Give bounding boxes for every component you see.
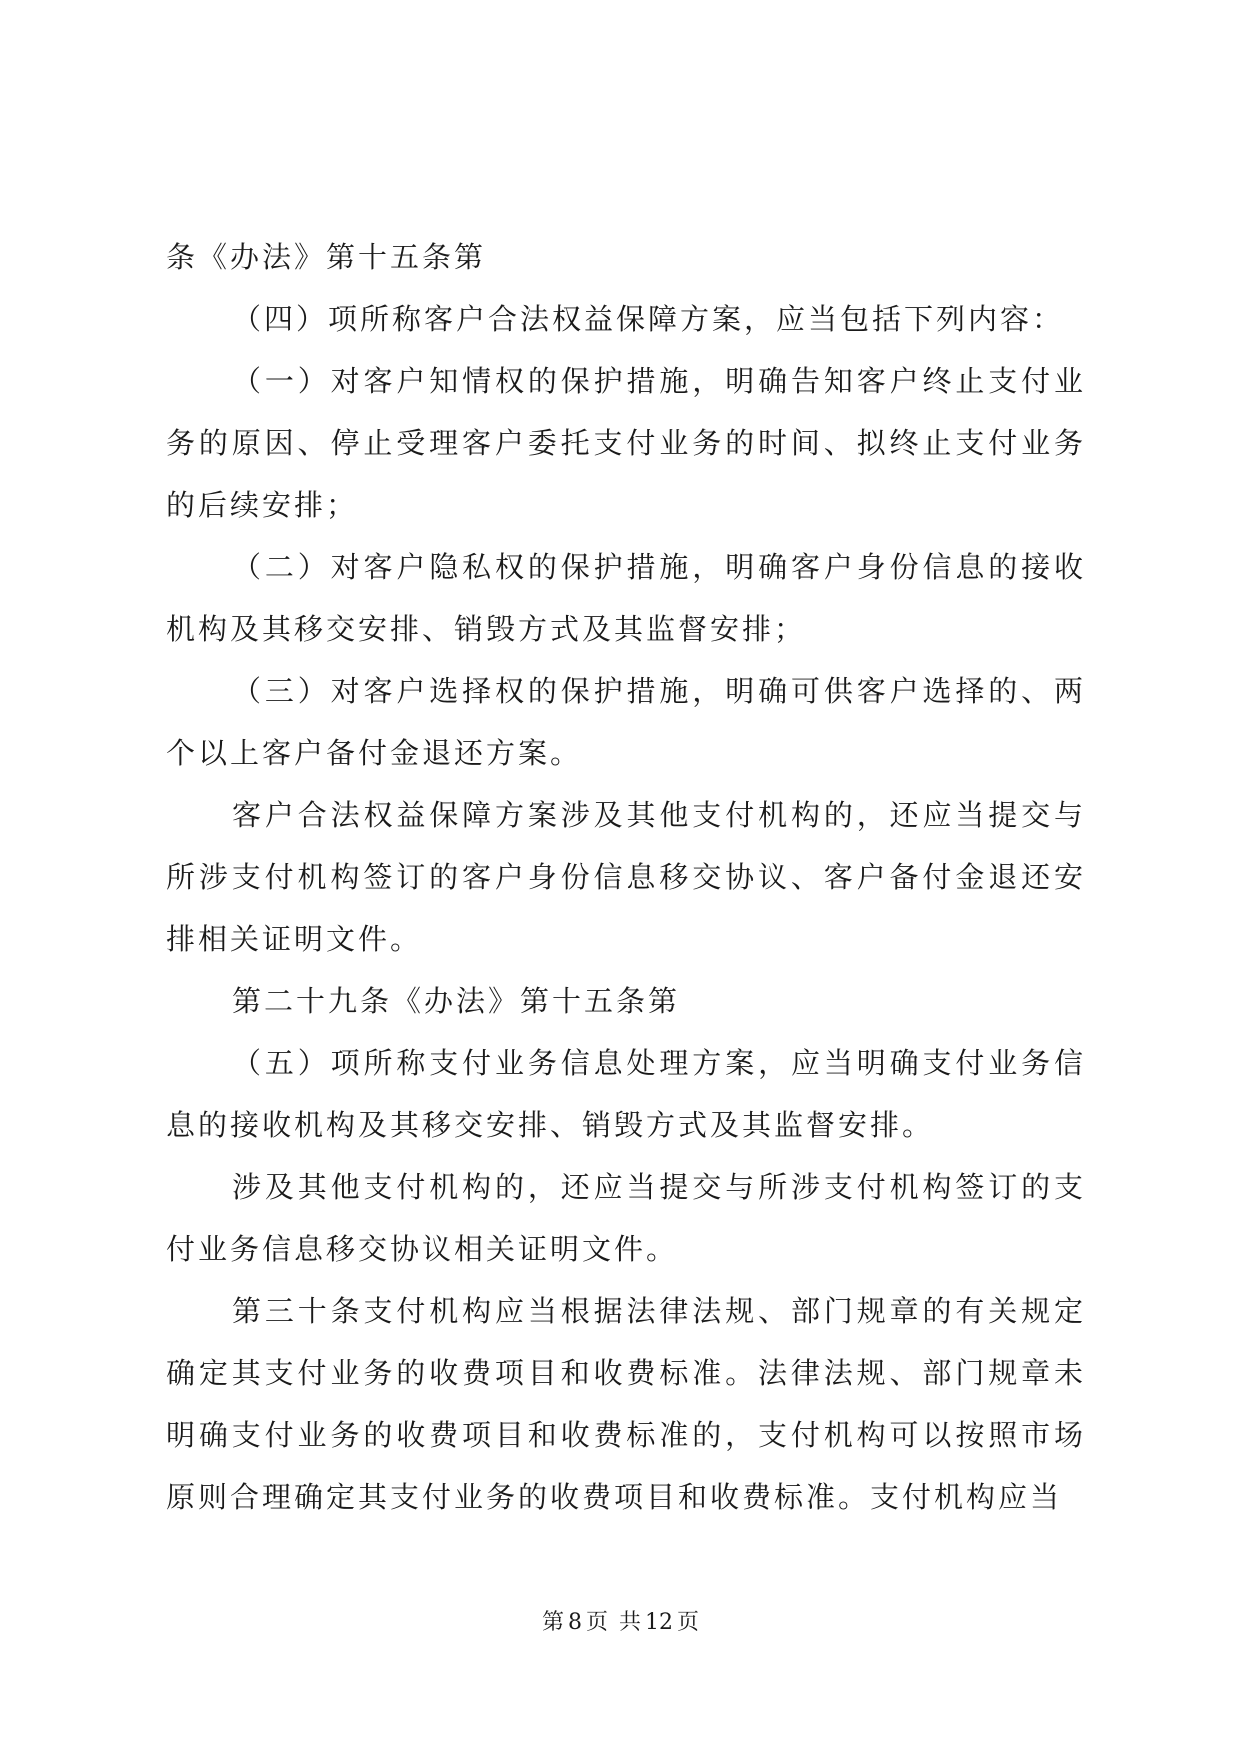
paragraph: （二）对客户隐私权的保护措施，明确客户身份信息的接收机构及其移交安排、销毁方式及其监督安排； [166,550,1086,646]
paragraph: 涉及其他支付机构的，还应当提交与所涉支付机构签订的支付业务信息移交协议相关证明文件。 [166,1170,1086,1266]
page-label: 第 [541,1610,564,1635]
paragraph: （五）项所称支付业务信息处理方案，应当明确支付业务信息的接收机构及其移交安排、销毁方式及其监督安排。 [166,1046,1086,1142]
total-pages: 12 [645,1610,674,1635]
paragraph: 客户合法权益保障方案涉及其他支付机构的，还应当提交与所涉支付机构签订的客户身份信息移交协议、客户备付金退还安排相关证明文件。 [166,798,1086,956]
page-unit: 页 [585,1610,608,1635]
paragraph: 第二十九条《办法》第十五条第 [232,984,681,1018]
paragraph: （四）项所称客户合法权益保障方案，应当包括下列内容： [232,302,1065,336]
total-unit: 页 [677,1610,700,1635]
paragraph: 条《办法》第十五条第 [166,240,487,274]
page-number: 8 [567,1610,582,1635]
page-footer [0,1608,1241,1638]
paragraph: （三）对客户选择权的保护措施，明确可供客户选择的、两个以上客户备付金退还方案。 [166,674,1086,770]
total-label: 共 [619,1610,642,1635]
paragraph: 第三十条支付机构应当根据法律法规、部门规章的有关规定确定其支付业务的收费项目和收费标准。法律法规、部门规章未明确支付业务的收费项目和收费标准的，支付机构可以按照市场原则合理确定其支付业务的收费项目和收费标准。支付机构应当 [166,1294,1086,1514]
paragraph: （一）对客户知情权的保护措施，明确告知客户终止支付业务的原因、停止受理客户委托支付业务的时间、拟终止支付业务的后续安排； [166,364,1086,522]
document-body [166,226,1086,1528]
